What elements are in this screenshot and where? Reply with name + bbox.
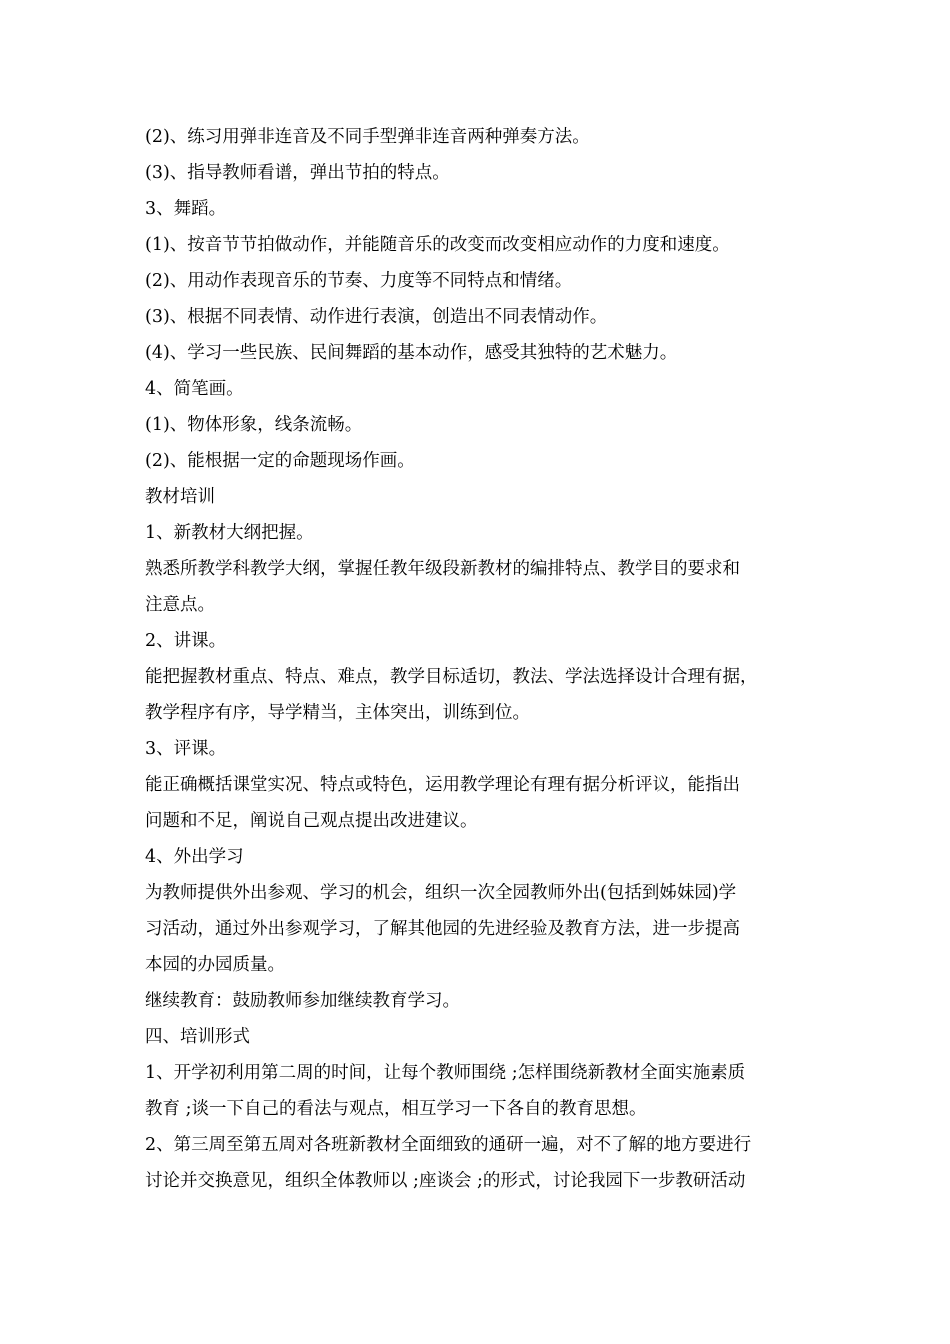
document-body bbox=[145, 119, 825, 1199]
section-heading: 3、舞蹈。 bbox=[145, 199, 227, 219]
text-line: 注意点。 bbox=[145, 595, 215, 615]
text-line: (1)、按音节节拍做动作，并能随音乐的改变而改变相应动作的力度和速度。 bbox=[145, 235, 730, 255]
text-line: 为教师提供外出参观、学习的机会，组织一次全园教师外出(包括到姊妹园)学 bbox=[145, 883, 737, 903]
text-line: 继续教育：鼓励教师参加继续教育学习。 bbox=[145, 991, 460, 1011]
text-line: 能正确概括课堂实况、特点或特色，运用教学理论有理有据分析评议，能指出 bbox=[145, 775, 740, 795]
text-line: 熟悉所教学科教学大纲，掌握任教年级段新教材的编排特点、教学目的要求和 bbox=[145, 559, 740, 579]
text-line: (2)、用动作表现音乐的节奏、力度等不同特点和情绪。 bbox=[145, 271, 573, 291]
text-line: (2)、练习用弹非连音及不同手型弹非连音两种弹奏方法。 bbox=[145, 127, 590, 147]
text-line: (3)、指导教师看谱，弹出节拍的特点。 bbox=[145, 163, 450, 183]
text-line: (4)、学习一些民族、民间舞蹈的基本动作，感受其独特的艺术魅力。 bbox=[145, 343, 678, 363]
section-heading: 3、评课。 bbox=[145, 739, 227, 759]
text-line: 讨论并交换意见，组织全体教师以 ;座谈会 ;的形式，讨论我园下一步教研活动 bbox=[145, 1171, 746, 1191]
text-line: 1、开学初利用第二周的时间，让每个教师围绕 ;怎样围绕新教材全面实施素质 bbox=[145, 1063, 746, 1083]
section-heading: 1、新教材大纲把握。 bbox=[145, 523, 314, 543]
text-line: 教育 ;谈一下自己的看法与观点，相互学习一下各自的教育思想。 bbox=[145, 1099, 647, 1119]
text-line: (2)、能根据一定的命题现场作画。 bbox=[145, 451, 415, 471]
section-heading: 4、简笔画。 bbox=[145, 379, 244, 399]
text-line: 习活动，通过外出参观学习，了解其他园的先进经验及教育方法，进一步提高 bbox=[145, 919, 740, 939]
text-line: (3)、根据不同表情、动作进行表演，创造出不同表情动作。 bbox=[145, 307, 608, 327]
text-line: 本园的办园质量。 bbox=[145, 955, 285, 975]
text-line: 2、第三周至第五周对各班新教材全面细致的通研一遍，对不了解的地方要进行 bbox=[145, 1135, 752, 1155]
text-line: 问题和不足，阐说自己观点提出改进建议。 bbox=[145, 811, 478, 831]
text-line: (1)、物体形象，线条流畅。 bbox=[145, 415, 363, 435]
section-heading: 2、讲课。 bbox=[145, 631, 227, 651]
section-heading: 教材培训 bbox=[145, 487, 215, 507]
text-line: 教学程序有序，导学精当，主体突出，训练到位。 bbox=[145, 703, 530, 723]
text-line: 能把握教材重点、特点、难点，教学目标适切，教法、学法选择设计合理有据， bbox=[145, 667, 758, 687]
section-heading: 4、外出学习 bbox=[145, 847, 244, 867]
section-heading: 四、培训形式 bbox=[145, 1027, 250, 1047]
